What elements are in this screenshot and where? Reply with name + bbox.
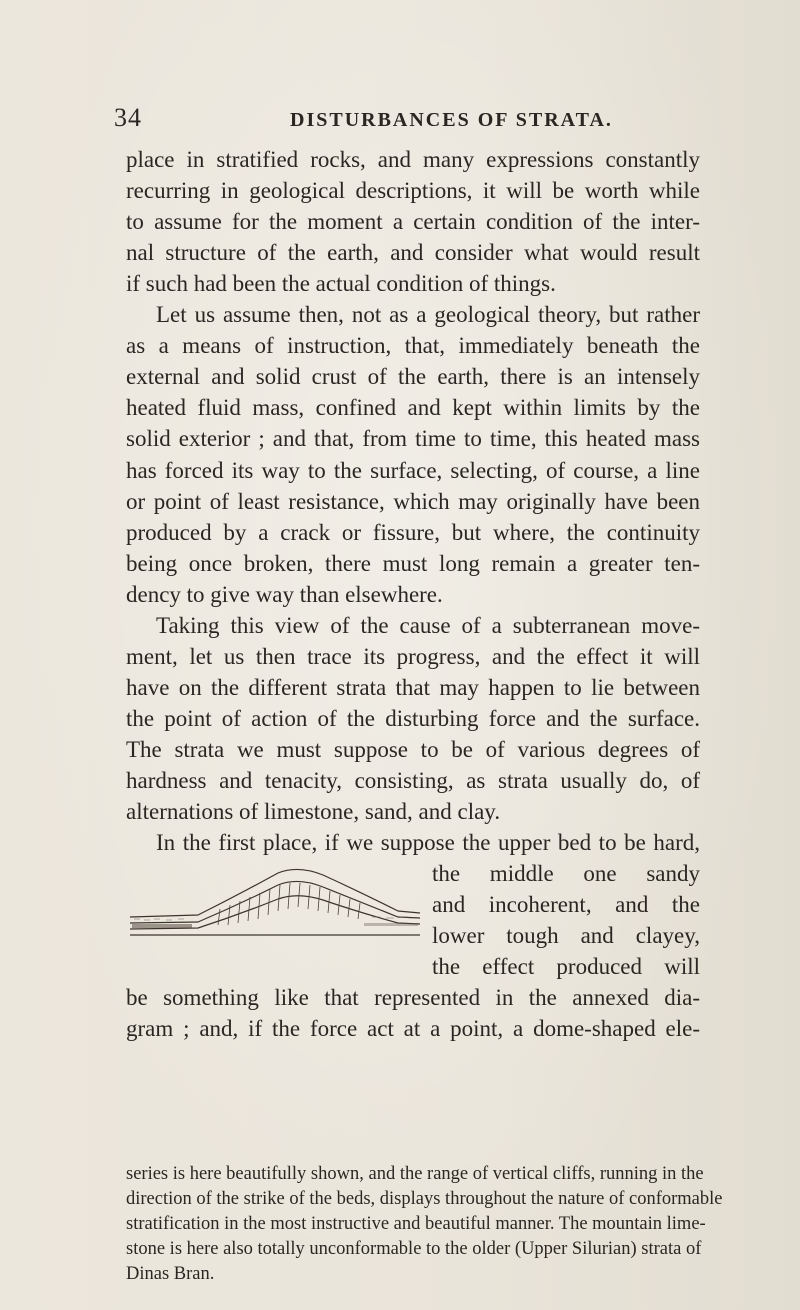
body-line: ment, let us then trace its progress, and the effect it will xyxy=(126,644,700,669)
body-line: the middle one sandy xyxy=(432,861,700,886)
running-title: DISTURBANCES OF STRATA. xyxy=(290,109,613,131)
body-line: recurring in geological descriptions, it will be worth while xyxy=(126,178,700,203)
paragraph-start-line: Let us assume then, not as a geological theory, but rather xyxy=(156,302,700,327)
paragraph-start-line: Taking this view of the cause of a subterranean move- xyxy=(156,613,700,638)
body-line: has forced its way to the surface, selecting, of course, a line xyxy=(126,458,700,483)
body-line: lower tough and clayey, xyxy=(432,923,700,948)
body-line: being once broken, there must long remain a greater ten- xyxy=(126,551,700,576)
body-line: hardness and tenacity, consisting, as strata usually do, of xyxy=(126,768,700,793)
body-line: have on the different strata that may happen to lie between xyxy=(126,675,700,700)
body-line: nal structure of the earth, and consider what would result xyxy=(126,240,700,265)
body-line: be something like that represented in the annexed dia- xyxy=(126,985,700,1010)
body-line: solid exterior ; and that, from time to time, this heated mass xyxy=(126,426,700,451)
footnote-line: Dinas Bran. xyxy=(126,1264,215,1284)
body-line: produced by a crack or fissure, but where, the continuity xyxy=(126,520,700,545)
footnote-line: stratification in the most instructive and beautiful manner. The mountain lime- xyxy=(126,1214,706,1234)
body-line: dency to give way than elsewhere. xyxy=(126,582,443,607)
body-line: if such had been the actual condition of things. xyxy=(126,271,556,296)
body-line: as a means of instruction, that, immediately beneath the xyxy=(126,333,700,358)
body-line: and incoherent, and the xyxy=(432,892,700,917)
footnote-line: stone is here also totally unconformable to the older (Upper Silurian) strata of xyxy=(126,1239,702,1259)
body-line: or point of least resistance, which may originally have been xyxy=(126,489,700,514)
footnote-line: direction of the strike of the beds, displays throughout the nature of conformable xyxy=(126,1189,723,1209)
footnote-line: series is here beautifully shown, and the range of vertical cliffs, running in the xyxy=(126,1164,704,1184)
body-line: gram ; and, if the force act at a point, a dome-shaped ele- xyxy=(126,1016,700,1041)
body-line: alternations of limestone, sand, and clay. xyxy=(126,799,501,824)
body-line: place in stratified rocks, and many expressions constantly xyxy=(126,147,700,172)
paragraph-start-line: In the first place, if we suppose the upper bed to be hard, xyxy=(156,830,700,855)
body-line: heated fluid mass, confined and kept within limits by the xyxy=(126,395,700,420)
body-line: to assume for the moment a certain condition of the inter- xyxy=(126,209,700,234)
dome-strata-diagram-icon xyxy=(128,855,422,937)
body-line: external and solid crust of the earth, there is an intensely xyxy=(126,364,700,389)
running-head xyxy=(114,103,734,139)
page-number: 34 xyxy=(114,103,142,132)
body-line: the point of action of the disturbing force and the surface. xyxy=(126,706,700,731)
body-line: The strata we must suppose to be of various degrees of xyxy=(126,737,700,762)
body-line: the effect produced will xyxy=(432,954,700,979)
